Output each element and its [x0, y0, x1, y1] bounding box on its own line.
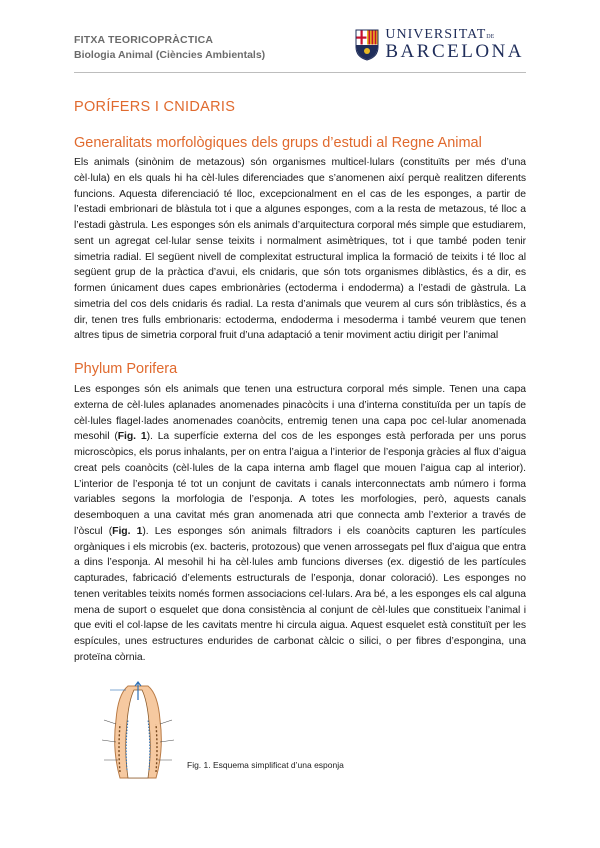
header-divider	[74, 72, 526, 73]
porifera-text-1: Les esponges són els animals que tenen una estructura corporal més simple. Tenen una capa externa de cèl·lules aplanades anomenades pinacòcits i una d’interna constituïda per un tapís de cèl·lules flagel·lades anomenades coanòcits, entremig tenen una capa poc cel·lular anomenada mesohil (	[74, 384, 526, 443]
figure-reference: Fig. 1	[112, 525, 143, 537]
logo-word-barcelona: BARCELONA	[385, 41, 524, 62]
section-heading-porifera: Phylum Porifera	[74, 361, 178, 377]
figure-reference: Fig. 1	[117, 431, 147, 443]
sponge-diagram-figure	[98, 680, 178, 780]
sponge-diagram-icon	[98, 680, 178, 780]
university-logo	[355, 28, 524, 61]
header-subtitle: Biologia Animal (Ciències Ambientals)	[74, 49, 266, 61]
logo-word-de: DE	[486, 34, 495, 40]
porifera-text-2: ). La superfície externa del cos de les esponges està perforada per uns porus microscòpics, els porus inhalants, per on entra l’aigua a l’interior de l’esponja gràcies al flux d’aigua creat pels coanòcits (cèl·lules de la capa interna amb flagel que mouen l’aigua cap al interior). L’interior de l’esponja té tot un conjunt de cavitats i canals interconnectats amb número i forma variables segons la morfologia de l’esponja. A totes les morfologies, però, aquests canals desemboquen a una cavitat més gran anomenada atri que connecta amb l’exterior a través de l’òscul (	[74, 431, 526, 537]
porifera-text-3: ). Les esponges són animals filtradors i els coanòcits capturen les partícules orgàniques i els microbis (ex. bacteris, protozous) que venen arrossegats pel flux d’aigua que entra a dins l’esponja. Al mesohil hi ha cèl·lules amb funcions diverses (ex. digestió de les partícules capturades, fabricació d’elements estructurals de l’esponja, donar coloració). Les esponges no tenen veritables teixits només formen associacions cel·lulars. Ara bé, a les esponges els cal alguna mena de suport o esquelet que dona consistència al conjunt de cèl·lules que constitueix l’animal i que eviti el col·lapse de les cavitats mentre hi circula aigua. Aquest esquelet està constituït per les espícules, unes estructures endurides de carbonat càlcic o silici, o per fibres d’espongina, una proteïna còrnia.	[74, 525, 526, 663]
paragraph-porifera	[74, 382, 526, 666]
shield-icon	[355, 29, 379, 61]
logo-word-universitat: UNIVERSITAT	[385, 27, 487, 42]
figure-caption: Fig. 1. Esquema simplificat d’una esponja	[187, 760, 344, 770]
paragraph-generalitats: Els animals (sinònim de metazous) són organismes multicel·lulars (constituïts per més d’una cèl·lula) en els quals hi ha cèl·lules diferenciades que s’anomenen així perquè realitzen diferents funcions. Aquesta diferenciació té lloc, excepcionalment en el cas de les esponges, a partir de l’estadi embrionari de blàstula tot i que a algunes esponges, com a la resta de metazous, té lloc a l’estadi gàstrula. Les esponges són els animals d’arquitectura corporal més simple que estudiarem, sent un agregat cel·lular sense teixits i normalment asimètriques, tot i que també poden tenir simetria radial. El següent nivell de complexitat estructural implica la formació de teixits i té lloc al següent grup de la pràctica d’avui, els cnidaris, que són tots organismes diblàstics, és a dir, es formen únicament dues capes embrionàries (ectoderma i endoderma) a l’estadi de gàstrula. La simetria del cos dels cnidaris és radial. La resta d’animals que veurem al curs són triblàstics, és a dir, tenen tres fulls embrionaris: ectoderma, endoderma i mesoderma i també veurem que tenen altres tipus de simetria corporal fruit d’una adaptació a tenir moviment actiu dirigit per l’animal	[74, 157, 526, 342]
page-title: PORÍFERS I CNIDARIS	[74, 99, 236, 115]
header-title: FITXA TEORICOPRÀCTICA	[74, 34, 214, 46]
section-heading-generalitats: Generalitats morfològiques dels grups d’estudi al Regne Animal	[74, 135, 482, 151]
page-header	[74, 27, 524, 72]
